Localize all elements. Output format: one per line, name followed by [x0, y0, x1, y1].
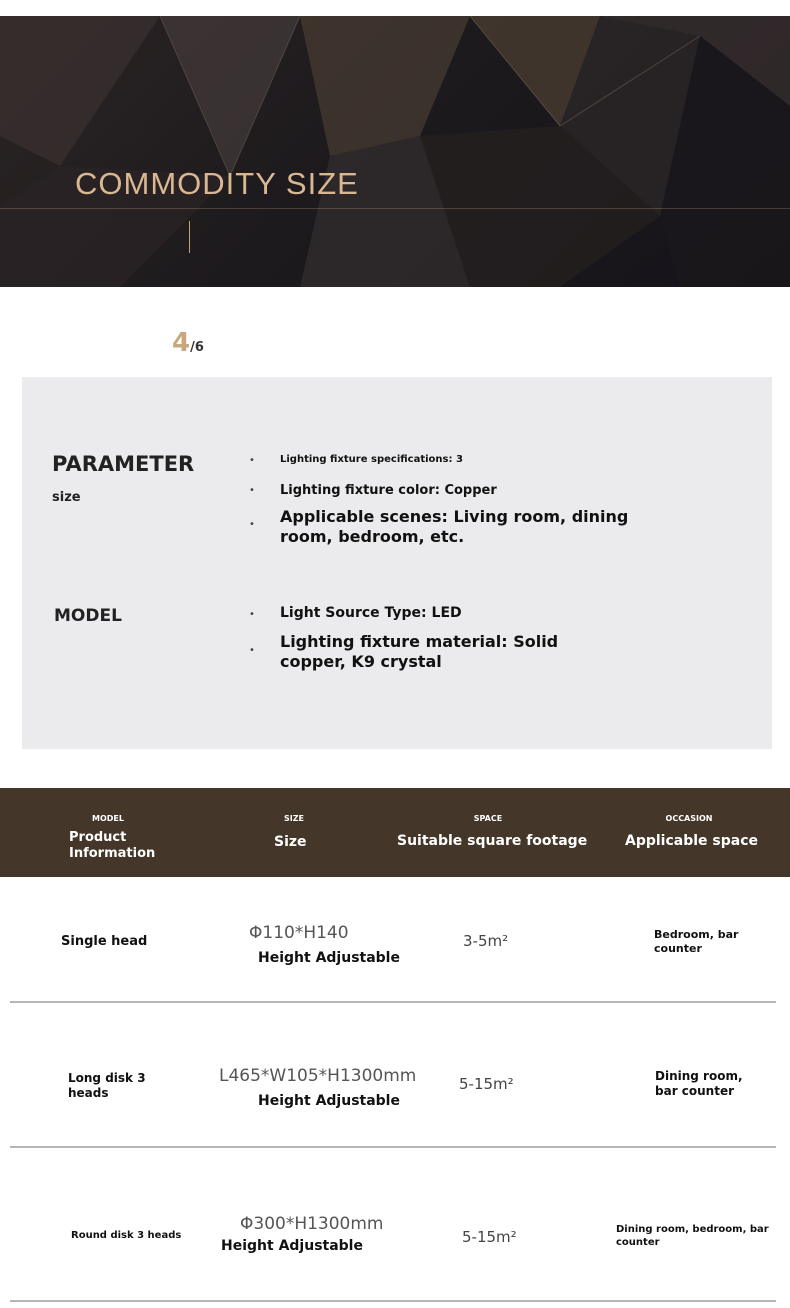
banner-accent-line	[189, 221, 190, 253]
row-2-size: L465*W105*H1300mm	[219, 1066, 417, 1086]
parameter-panel	[22, 377, 772, 749]
page-counter-current: 4	[172, 328, 191, 358]
row-3-area: 5-15m²	[462, 1228, 517, 1246]
row-3-product: Round disk 3 heads	[71, 1230, 182, 1241]
banner-title: COMMODITY SIZE	[75, 166, 359, 201]
bullet-dot: •	[249, 519, 255, 530]
bullet-dot: •	[249, 609, 255, 620]
crystal-background-image	[0, 16, 790, 287]
row-divider	[10, 1001, 776, 1003]
header-occasion-small: OCCASION	[665, 814, 713, 823]
parameter-heading: PARAMETER	[52, 452, 195, 476]
table-header	[0, 788, 790, 877]
header-applicable-space: Applicable space	[625, 833, 759, 849]
row-2-product: Long disk 3 heads	[68, 1071, 146, 1100]
header-size: Size	[274, 834, 307, 850]
header-model-small: MODEL	[92, 814, 124, 823]
bullet-dot: •	[249, 455, 255, 466]
model-heading: MODEL	[54, 606, 122, 626]
row-1-product: Single head	[61, 934, 148, 949]
header-product-information: Product Information	[69, 830, 156, 862]
banner-divider-line	[0, 208, 790, 209]
row-1-space: Bedroom, bar counter	[654, 928, 739, 955]
spec-light-source: Light Source Type: LED	[280, 605, 462, 621]
header-square-footage: Suitable square footage	[397, 833, 588, 849]
hero-banner	[0, 16, 790, 287]
row-1-area: 3-5m²	[463, 932, 509, 950]
row-1-height-adjustable: Height Adjustable	[258, 950, 400, 966]
row-3-space: Dining room, bedroom, bar counter	[616, 1224, 769, 1248]
row-2-space: Dining room, bar counter	[655, 1069, 743, 1098]
row-divider	[10, 1146, 776, 1148]
row-3-size: Φ300*H1300mm	[240, 1214, 384, 1234]
header-space-small: SPACE	[473, 814, 503, 823]
row-1-size: Φ110*H140	[249, 923, 349, 943]
page-counter-total: /6	[190, 340, 204, 355]
size-subheading: size	[52, 490, 81, 505]
row-divider	[10, 1300, 776, 1302]
spec-scenes: Applicable scenes: Living room, dining room, bedroom, etc.	[280, 507, 629, 546]
bullet-dot: •	[249, 645, 255, 656]
row-3-height-adjustable: Height Adjustable	[221, 1238, 363, 1254]
row-2-height-adjustable: Height Adjustable	[258, 1093, 400, 1109]
spec-specifications: Lighting fixture specifications: 3	[280, 454, 463, 465]
page-counter	[172, 328, 204, 358]
row-2-area: 5-15m²	[459, 1075, 514, 1093]
header-size-small: SIZE	[283, 814, 304, 823]
spec-color: Lighting fixture color: Copper	[280, 483, 497, 498]
bullet-dot: •	[249, 485, 255, 496]
spec-material: Lighting fixture material: Solid copper, K9 crystal	[280, 632, 559, 671]
